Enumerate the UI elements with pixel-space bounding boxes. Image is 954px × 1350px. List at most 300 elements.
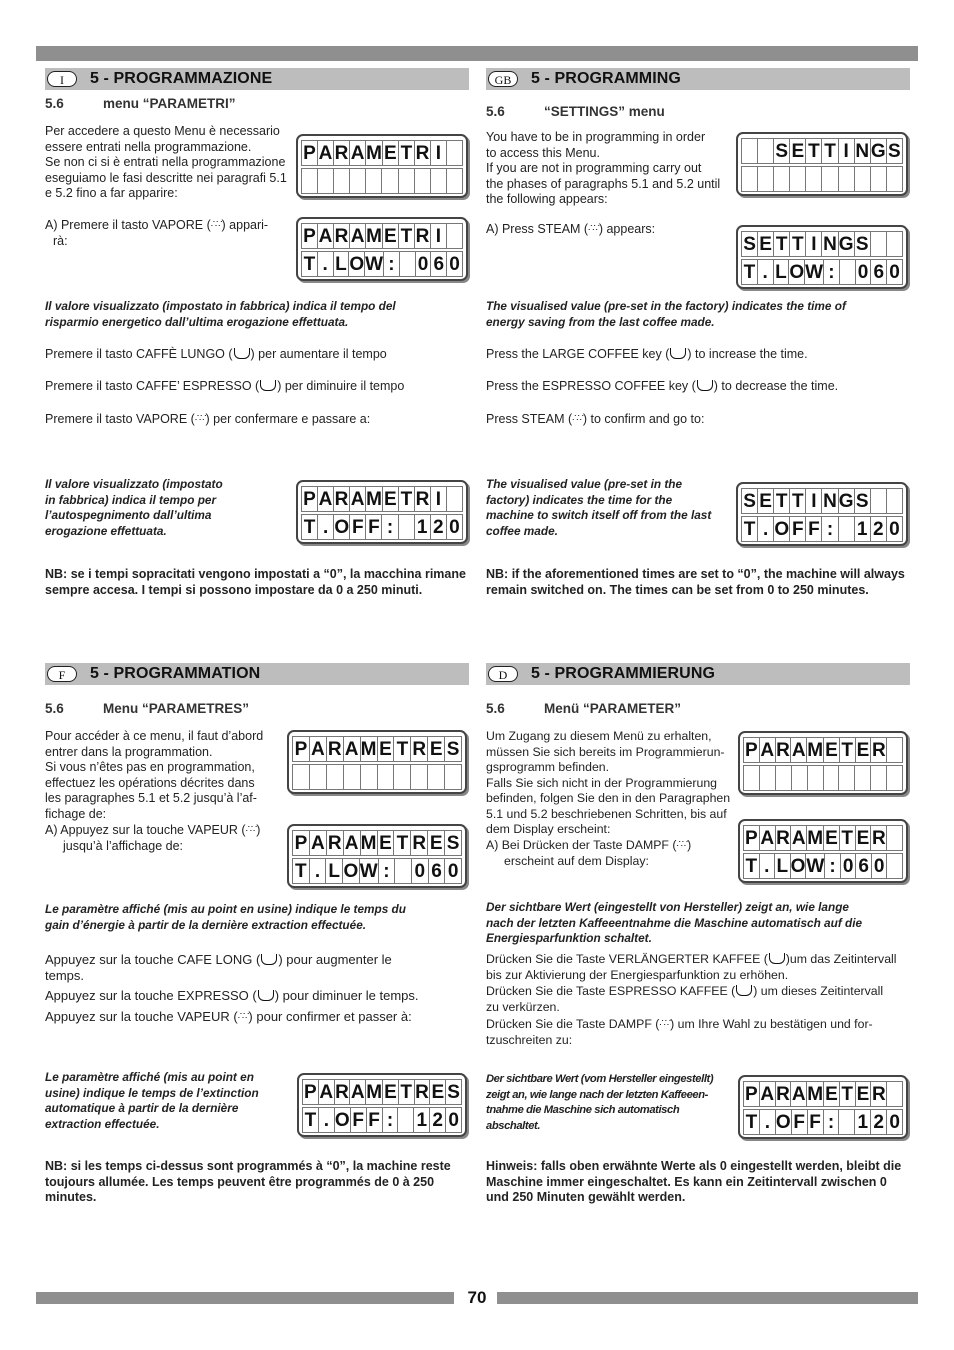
lcd-char-cell: A [350,223,366,249]
lcd-char-cell [839,765,855,791]
lcd-char-cell: F [808,1109,824,1135]
lcd-char-cell: R [411,830,428,856]
section-french [45,663,469,685]
lcd-row-top [741,488,903,514]
lcd-char-cell [790,166,806,192]
lcd-char-cell: S [887,138,903,164]
lcd-char-cell: 1 [855,1109,871,1135]
subsection-heading: 5.6 menu “PARAMETRI” [45,96,236,111]
lcd-char-cell: P [743,737,760,763]
lcd-char-cell [806,166,822,192]
line-increase: Premere il tasto CAFFÈ LUNGO ( ) per aumentare il tempo [45,347,387,361]
step-a: A) Premere il tasto VAPORE (∴∵) appari- rà: [45,218,269,248]
lcd-char-cell: O [335,1107,351,1133]
lcd-char-cell: W [805,259,824,285]
lcd-char-cell [808,765,824,791]
lcd-char-cell: T [399,223,415,249]
lcd-char-cell: 0 [887,516,903,542]
step-a: A) Bei Drücken der Taste DAMPF (∴∵) erscheint auf dem Display: [486,838,692,868]
lcd-char-cell: F [367,1107,383,1133]
lcd-display [738,819,908,883]
lcd-char-cell: R [334,140,350,166]
lcd-char-cell: E [378,830,395,856]
lcd-char-cell: E [856,825,872,851]
lcd-char-cell: S [446,1079,462,1105]
lcd-char-cell: A [344,830,361,856]
lcd-display [296,134,468,198]
lcd-char-cell [887,488,903,514]
lcd-char-cell: E [383,1079,399,1105]
lcd-char-cell [839,1109,855,1135]
lcd-display [738,731,908,795]
lcd-char-cell [447,168,463,194]
lcd-display [287,730,467,794]
lcd-char-cell: A [310,736,327,762]
nb-note: NB: se i tempi sopracitati vengono impostati a “0”, la macchina rimane sempre accesa. I tempi si possono impostare da 0 a 250 minuti. [45,567,466,597]
lcd-char-cell: : [382,514,398,540]
lcd-char-cell [395,858,412,884]
lcd-char-cell: P [743,825,760,851]
lcd-char-cell: : [383,1107,399,1133]
lcd-char-cell [445,764,462,790]
lcd-char-cell: 0 [887,259,903,285]
section-header [45,68,469,90]
lcd-char-cell [887,231,903,257]
nb-note: Hinweis: falls oben erwähnte Werte als 0 eingestellt werden, bleibt die Maschine immer eingeschaltet. Es kann ein Zeitintervall zwischen 0 und 250 Minuten gewählt werden. [486,1159,902,1204]
lcd-char-cell: A [350,486,366,512]
lcd-display [736,482,908,546]
cup-icon [670,348,686,359]
lcd-char-cell: L [774,259,790,285]
cup-icon [769,953,785,964]
lcd-char-cell: E [383,140,399,166]
lcd-char-cell: T [399,486,415,512]
lcd-char-cell [399,514,415,540]
lcd-char-cell [361,764,378,790]
lcd-char-cell: 0 [447,251,463,277]
lcd-char-cell: R [415,486,431,512]
lcd-display [738,1075,908,1139]
lcd-row-bottom [743,853,903,879]
lcd-row-top [292,736,462,762]
lcd-char-cell [431,168,447,194]
lcd-char-cell: A [760,737,776,763]
lcd-row-top [292,830,462,856]
lcd-char-cell: 1 [415,514,431,540]
lcd-char-cell: M [807,1081,824,1107]
lcd-char-cell: N [855,138,871,164]
lcd-char-cell: S [741,231,758,257]
lcd-char-cell [292,764,310,790]
lcd-char-cell: L [775,853,791,879]
lcd-char-cell: 2 [871,1109,887,1135]
lcd-row-bottom [301,514,463,540]
lcd-char-cell: O [343,858,360,884]
lcd-char-cell [871,231,887,257]
lcd-row-top [741,138,903,164]
lcd-char-cell: E [790,138,806,164]
lcd-char-cell: E [428,830,445,856]
lcd-char-cell: A [791,1081,807,1107]
note-energy-saving: Il valore visualizzato (impostato in fabbrica) indica il tempo del risparmio energetico dall’ultima erogazione effettuata. [45,299,396,329]
lcd-char-cell: E [430,1079,446,1105]
lcd-char-cell: A [791,737,807,763]
lcd-char-cell: S [774,138,790,164]
lcd-char-cell: 6 [429,858,446,884]
note-energy-saving: Le paramètre affiché (mis au point en usine) indique le temps du gain d’énergie à partir de la dernière extraction effectuée. [45,902,406,932]
lcd-char-cell: R [871,737,887,763]
lcd-char-cell: T [840,737,856,763]
lcd-char-cell: S [445,830,462,856]
lcd-char-cell [301,168,318,194]
section-english [486,68,910,90]
lcd-char-cell: A [344,736,361,762]
lcd-char-cell [887,825,903,851]
lcd-row-top [743,825,903,851]
lcd-char-cell: P [302,1079,319,1105]
lcd-char-cell: T [822,138,838,164]
lcd-char-cell: 0 [856,259,872,285]
lcd-char-cell: O [349,251,365,277]
lcd-display [296,480,468,544]
lcd-char-cell: R [871,825,887,851]
steam-icon: ∴∵ [194,413,206,424]
language-flag: D [488,666,518,682]
lcd-char-cell: R [415,140,431,166]
lcd-char-cell: M [807,825,824,851]
lcd-char-cell: E [758,231,774,257]
section-header [486,68,910,90]
steam-icon: ∴∵ [588,223,599,234]
lcd-display [296,217,468,281]
lcd-char-cell: T [840,825,856,851]
note-energy-saving: Der sichtbare Wert (eingestellt von Hersteller) zeigt an, wie lange nach der letzten Kaffeeentnahme die Maschine automatisch auf die Energiesparfunktion schaltet. [486,900,863,945]
lcd-char-cell [743,765,760,791]
lcd-char-cell: E [856,1081,872,1107]
lcd-char-cell: R [335,1079,351,1105]
lcd-row-top [301,223,463,249]
lcd-char-cell [760,765,776,791]
lcd-char-cell: 2 [430,1107,446,1133]
lcd-char-cell: 0 [872,853,888,879]
lcd-char-cell: T [741,516,758,542]
steam-icon: ∴∵ [572,413,583,424]
lcd-char-cell: F [366,514,382,540]
lcd-char-cell: T [774,488,790,514]
step-a: A) Press STEAM (∴∵) appears: [486,222,656,236]
lcd-char-cell: . [760,853,776,879]
top-bar [36,46,918,61]
step-a: A) Appuyez sur la touche VAPEUR (∴∵) jusqu’à l’affichage de: [45,823,261,853]
lcd-char-cell: T [301,514,318,540]
lcd-char-cell: P [301,486,318,512]
lcd-char-cell: W [365,251,384,277]
lcd-char-cell: T [743,853,760,879]
lcd-char-cell: M [366,140,383,166]
lcd-char-cell [871,765,887,791]
lcd-char-cell [824,765,840,791]
lcd-row-bottom [302,1107,462,1133]
lcd-char-cell [741,138,758,164]
note-energy-saving: The visualised value (pre-set in the factory) indicates the time of energy saving from the last coffee made. [486,299,846,329]
nb-note: NB: si les temps ci-dessus sont programmés à “0”, la machine reste toujours allumée. Les temps peuvent être programmés de 0 à 250 minutes. [45,1159,451,1204]
lcd-char-cell: 2 [431,514,447,540]
lcd-char-cell [350,168,366,194]
lcd-char-cell: S [741,488,758,514]
nb-note: NB: if the aforementioned times are set to “0”, the machine will always remain switched on. The times can be set from 0 to 250 minutes. [486,567,905,597]
lcd-char-cell [344,764,361,790]
lcd-char-cell: 0 [447,514,463,540]
lcd-char-cell [758,166,774,192]
line-increase: Drücken Sie die Taste VERLÄNGERTER KAFFEE ( )um das Zeitintervall bis zur Aktivierung der Energiesparfunktion zu erhöhen. [486,952,897,982]
lcd-char-cell: P [292,830,310,856]
lcd-char-cell: R [871,1081,887,1107]
language-flag: I [47,71,77,87]
section-title: 5 - PROGRAMMATION [90,665,261,682]
lcd-char-cell: R [327,736,344,762]
lcd-char-cell: T [790,488,806,514]
lcd-char-cell: . [310,858,327,884]
line-confirm: Premere il tasto VAPORE (∴∵) per confermare e passare a: [45,412,371,426]
lcd-char-cell: E [824,825,840,851]
line-confirm: Appuyez sur la touche VAPEUR (∴∵) pour confirmer et passer à: [45,1009,412,1024]
lcd-char-cell [840,259,856,285]
lcd-char-cell: E [428,736,445,762]
lcd-char-cell: R [415,223,431,249]
lcd-char-cell: P [301,223,318,249]
lcd-display [297,1073,467,1137]
lcd-row-bottom [292,764,462,790]
cup-icon [260,380,276,391]
lcd-row-top [743,737,903,763]
lcd-char-cell [741,166,758,192]
lcd-row-top [741,231,903,257]
lcd-char-cell [887,853,903,879]
section-title: 5 - PROGRAMMIERUNG [531,665,716,682]
lcd-char-cell [887,737,903,763]
line-confirm: Press STEAM (∴∵) to confirm and go to: [486,412,705,426]
intro-text: Pour accéder à ce menu, il faut d’abord entrer dans la programmation. Si vous n’êtes pas en programmation, effectuez les opérations décrites dans les paragraphes 5.1 et 5.2 jusqu’à l’af- fichage de: [45,729,264,821]
lcd-char-cell: A [350,140,366,166]
lcd-char-cell: F [792,1109,808,1135]
lcd-row-top [302,1079,462,1105]
lcd-char-cell: A [310,830,327,856]
lcd-char-cell: M [807,737,824,763]
lcd-row-bottom [741,166,903,192]
lcd-char-cell: S [855,231,871,257]
lcd-char-cell: T [394,736,411,762]
lcd-char-cell [327,764,344,790]
lcd-char-cell: L [334,251,350,277]
lcd-char-cell: . [760,1109,776,1135]
lcd-char-cell: R [334,486,350,512]
lcd-char-cell: : [379,858,396,884]
lcd-char-cell [366,168,382,194]
lcd-char-cell: O [791,853,807,879]
lcd-char-cell: . [758,259,774,285]
lcd-char-cell: : [822,516,838,542]
lcd-char-cell [822,166,838,192]
lcd-char-cell [887,166,903,192]
lcd-char-cell: 6 [871,259,887,285]
lcd-char-cell: O [789,259,805,285]
lcd-char-cell: G [839,231,855,257]
line-increase: Press the LARGE COFFEE key ( ) to increase the time. [486,347,808,361]
lcd-char-cell: . [318,514,334,540]
subsection-heading: 5.6 Menü “PARAMETER” [486,701,681,716]
note-auto-off: Der sichtbare Wert (vom Hersteller eingestellt) zeigt an, wie lange nach der letzten Kaffeeen- tnahme die Maschine sich automatisch abschaltet. [486,1073,714,1132]
lcd-char-cell: I [431,223,447,249]
lcd-char-cell: F [790,516,806,542]
lcd-char-cell: 6 [431,251,447,277]
language-flag: F [47,666,77,682]
lcd-char-cell: O [776,1109,792,1135]
lcd-char-cell: T [741,259,758,285]
line-decrease: Drücken Sie die Taste ESPRESSO KAFFEE ( ) um dieses Zeitintervall zu verkürzen. [486,984,884,1014]
lcd-char-cell: E [378,736,395,762]
lcd-char-cell: T [399,140,415,166]
lcd-char-cell: : [824,1109,840,1135]
line-decrease: Press the ESPRESSO COFFEE key ( ) to decrease the time. [486,379,839,393]
lcd-char-cell: M [366,1079,383,1105]
lcd-char-cell [415,168,431,194]
lcd-char-cell [855,765,871,791]
lcd-char-cell: G [871,138,887,164]
lcd-char-cell: M [366,223,383,249]
lcd-row-bottom [743,765,903,791]
lcd-char-cell: A [791,825,807,851]
lcd-char-cell [871,488,887,514]
section-italian [45,68,469,90]
cup-icon [258,990,274,1001]
lcd-char-cell: : [384,251,400,277]
lcd-char-cell [399,168,415,194]
lcd-char-cell: A [318,486,334,512]
lcd-char-cell [398,1107,414,1133]
lcd-char-cell: 2 [871,516,887,542]
line-confirm: Drücken Sie die Taste DAMPF (∴∵) um Ihre Wahl zu bestätigen und for- tzuschreiten zu: [486,1017,873,1047]
lcd-char-cell: N [822,231,838,257]
lcd-char-cell [871,166,887,192]
cup-icon [234,348,250,359]
lcd-char-cell: I [431,486,447,512]
lcd-char-cell [855,166,871,192]
lcd-char-cell: T [806,138,822,164]
lcd-char-cell: T [743,1109,760,1135]
lcd-char-cell: A [760,825,776,851]
intro-text: Um Zugang zu diesem Menü zu erhalten, müssen Sie sich bereits im Programmierun- gsprogramm befinden. Falls Sie sich nicht in der Programmierung befinden, folgen Sie den in den Paragraphen 5.1 und 5.2 beschriebenen Schritten, bis auf dem Display erscheint: [486,729,731,836]
lcd-char-cell [887,1081,903,1107]
lcd-char-cell: I [806,488,822,514]
lcd-char-cell: 0 [446,1107,462,1133]
lcd-char-cell: 1 [855,516,871,542]
lcd-char-cell [447,140,463,166]
lcd-char-cell [839,166,855,192]
lcd-row-top [301,140,463,166]
lcd-char-cell: S [855,488,871,514]
lcd-char-cell: T [774,231,790,257]
lcd-char-cell: M [361,830,378,856]
section-header [45,663,469,685]
note-auto-off: The visualised value (pre-set in the factory) indicates the time for the machine to switch itself off from the last coffee made. [486,477,712,538]
lcd-row-bottom [301,168,463,194]
lcd-char-cell: T [399,1079,415,1105]
line-decrease: Premere il tasto CAFFE’ ESPRESSO ( ) per diminuire il tempo [45,379,405,393]
lcd-char-cell [428,764,445,790]
lcd-char-cell: A [319,1079,335,1105]
lcd-row-bottom [292,858,462,884]
line-increase: Appuyez sur la touche CAFE LONG ( ) pour augmenter le temps. [45,952,392,983]
lcd-char-cell: I [806,231,822,257]
section-german [486,663,910,685]
lcd-char-cell: . [758,516,774,542]
lcd-char-cell: E [824,1081,840,1107]
lcd-char-cell: 1 [414,1107,430,1133]
section-title: 5 - PROGRAMMAZIONE [90,70,273,87]
lcd-char-cell: R [327,830,344,856]
lcd-row-bottom [741,259,903,285]
section-title: 5 - PROGRAMMING [531,70,681,87]
lcd-char-cell: P [743,1081,760,1107]
subsection-heading: 5.6 “SETTINGS” menu [486,104,665,119]
lcd-char-cell: L [326,858,343,884]
lcd-char-cell [310,764,327,790]
page-number: 70 [467,1288,487,1307]
lcd-char-cell: M [366,486,383,512]
intro-text: Per accedere a questo Menu è necessario essere entrati nella programmazione. Se non ci si è entrati nella programmazione eseguiamo le fasi descritte nei paragrafi 5.1 e 5.2 fino a far apparire: [45,124,287,200]
lcd-char-cell: E [383,223,399,249]
lcd-char-cell: 0 [887,1109,903,1135]
footer-bar-left [36,1292,454,1304]
lcd-char-cell: T [301,251,318,277]
lcd-char-cell [382,168,398,194]
lcd-char-cell: A [318,223,334,249]
line-decrease: Appuyez sur la touche EXPRESSO ( ) pour diminuer le temps. [45,988,419,1003]
lcd-char-cell: E [856,737,872,763]
cup-icon [697,380,713,391]
lcd-char-cell [447,223,463,249]
lcd-row-bottom [301,251,463,277]
lcd-char-cell [394,764,411,790]
lcd-char-cell: T [790,231,806,257]
lcd-char-cell: : [824,259,840,285]
note-auto-off: Le paramètre affiché (mis au point en usine) indique le temps de l’extinction automatique à partir de la dernière extraction effectuée. [45,1070,259,1131]
lcd-char-cell: : [825,853,841,879]
lcd-char-cell: P [301,140,318,166]
lcd-display [287,824,467,888]
lcd-char-cell: G [839,488,855,514]
lcd-char-cell: 0 [841,853,857,879]
lcd-char-cell [378,764,395,790]
lcd-char-cell: 0 [445,858,462,884]
lcd-char-cell [447,486,463,512]
steam-icon: ∴∵ [676,839,688,850]
lcd-char-cell: E [758,488,774,514]
cup-icon [736,985,752,996]
lcd-char-cell: A [760,1081,776,1107]
lcd-char-cell: R [776,1081,792,1107]
lcd-row-bottom [741,516,903,542]
steam-icon: ∴∵ [237,1011,249,1022]
lcd-char-cell: . [319,1107,335,1133]
lcd-char-cell: R [415,1079,431,1105]
lcd-char-cell: E [824,737,840,763]
lcd-row-bottom [743,1109,903,1135]
lcd-char-cell: W [806,853,825,879]
lcd-char-cell: A [318,140,334,166]
lcd-char-cell [758,138,774,164]
steam-icon: ∴∵ [659,1018,671,1029]
